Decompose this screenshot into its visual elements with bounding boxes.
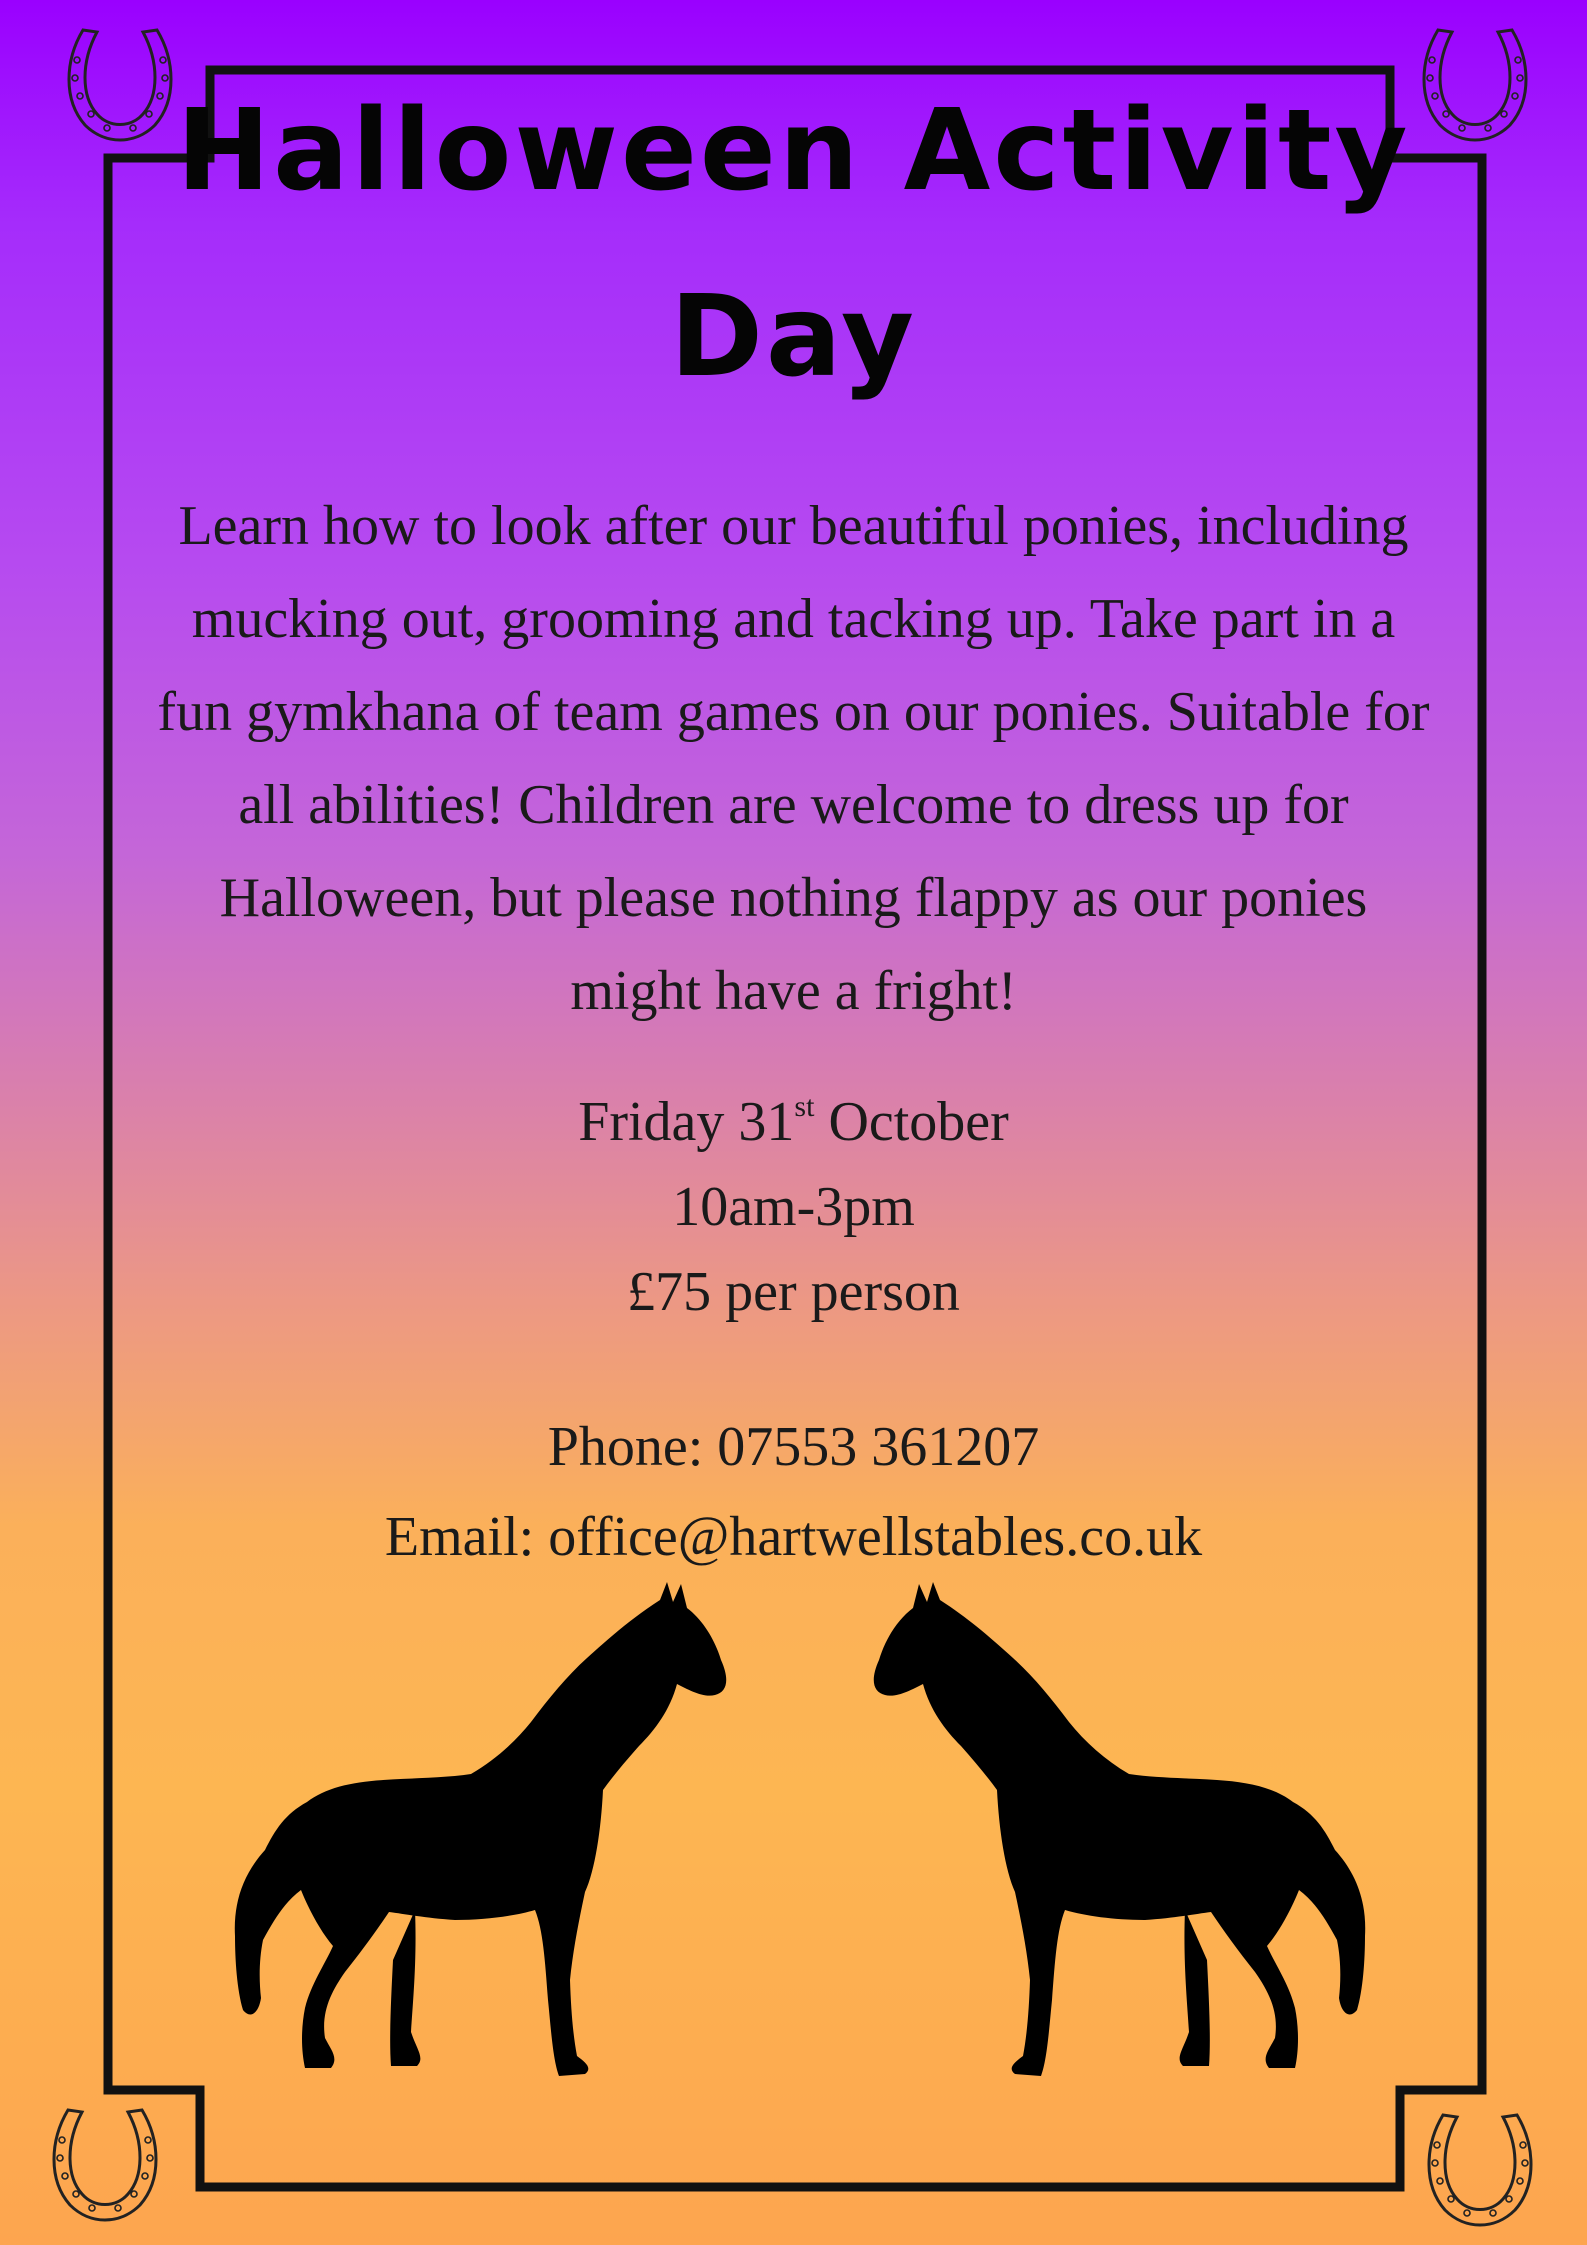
poster-title-line-1: Halloween Activity xyxy=(176,86,1411,216)
contact-email: Email: office@hartwellstables.co.uk xyxy=(384,1506,1203,1568)
event-time: 10am-3pm xyxy=(672,1176,915,1238)
horseshoe-icon xyxy=(1415,2105,1545,2235)
poster-title-line-2: Day xyxy=(669,272,918,402)
contact-phone: Phone: 07553 361207 xyxy=(547,1416,1040,1478)
pony-silhouette-left xyxy=(155,1580,745,2090)
horseshoe-icon xyxy=(40,2100,170,2230)
event-date-day: Friday 31 xyxy=(578,1091,795,1153)
event-price: £75 per person xyxy=(627,1261,960,1323)
event-date-month: October xyxy=(814,1091,1009,1153)
pony-silhouette-right xyxy=(855,1580,1445,2090)
event-date xyxy=(0,1090,1587,1154)
event-date-suffix: st xyxy=(794,1090,815,1123)
event-description: Learn how to look after our beautiful ponies, including mucking out, grooming and tacking up. Take part in a fun gymkhana of team games on our ponies. Suitable for all abilities! Children are welcome to dress up for Halloween, but please nothing flappy as our ponies might have a fright! xyxy=(157,495,1430,1022)
